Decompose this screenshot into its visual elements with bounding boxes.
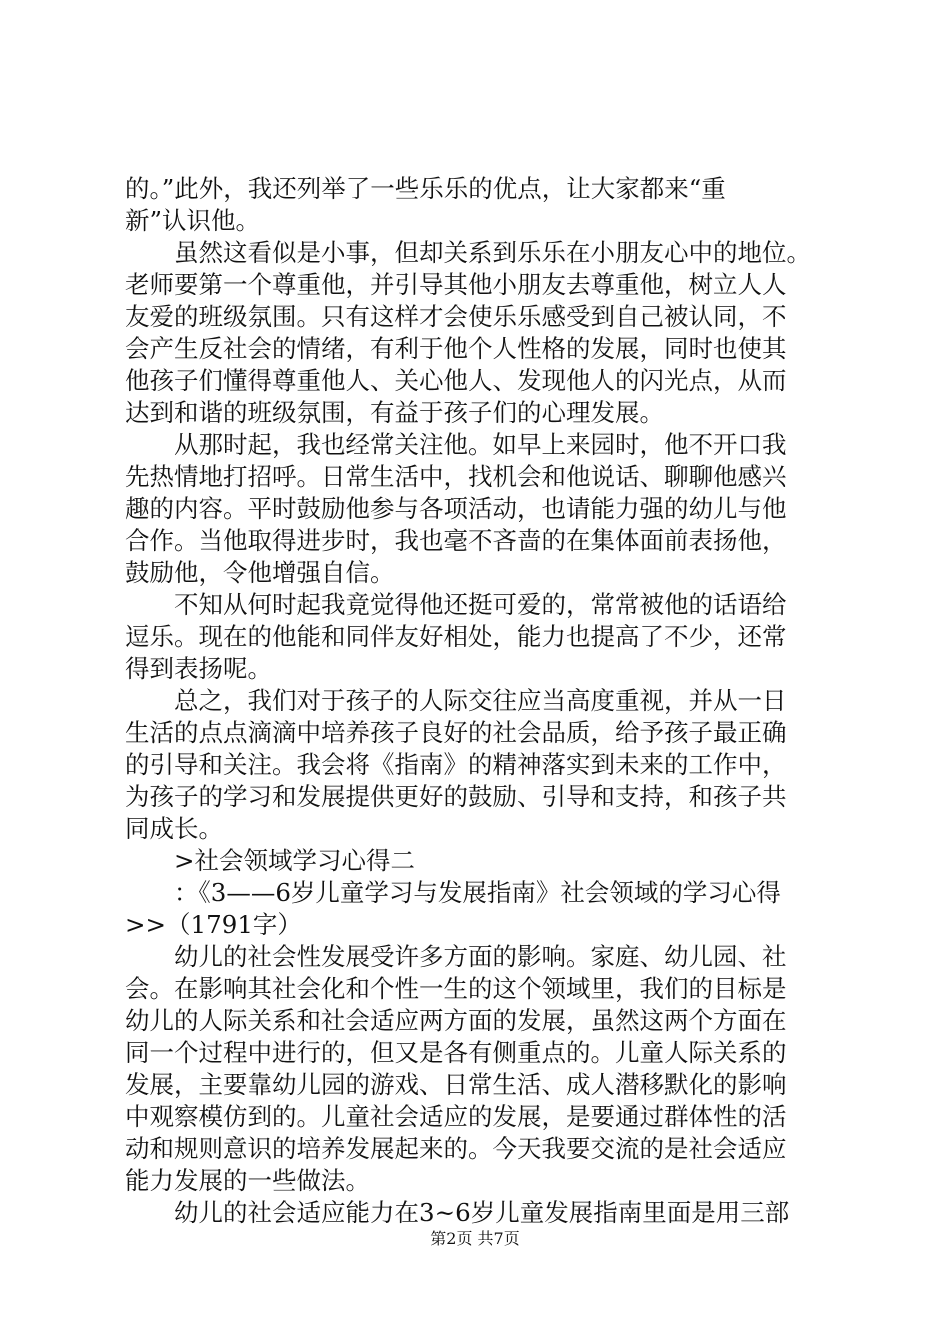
- text-line: 趣的内容。平时鼓励他参与各项活动，也请能力强的幼儿与他: [125, 494, 787, 523]
- text-line: 他孩子们懂得尊重他人、关心他人、发现他人的闪光点，从而: [125, 366, 787, 395]
- text-line: 老师要第一个尊重他，并引导其他小朋友去尊重他，树立人人: [125, 270, 787, 299]
- text-line: 的。”此外，我还列举了一些乐乐的优点，让大家都来“重: [125, 174, 726, 203]
- text-line: 能力发展的一些做法。: [125, 1166, 370, 1195]
- text-line: 从那时起，我也经常关注他。如早上来园时，他不开口我: [174, 430, 787, 459]
- text-line: 鼓励他，令他增强自信。: [125, 558, 395, 587]
- page-number-footer: 第2页 共7页: [430, 1229, 520, 1248]
- section-subheading: >>（1791字）: [125, 910, 302, 939]
- text-line: 会产生反社会的情绪，有利于他个人性格的发展，同时也使其: [125, 334, 787, 363]
- section-subheading: ：《3——6岁儿童学习与发展指南》社会领域的学习心得: [174, 878, 781, 907]
- text-line: 同成长。: [125, 814, 223, 843]
- text-line: 总之，我们对于孩子的人际交往应当高度重视，并从一日: [174, 686, 787, 715]
- text-line: 新”认识他。: [125, 206, 261, 235]
- text-line: 不知从何时起我竟觉得他还挺可爱的，常常被他的话语给: [174, 590, 787, 619]
- text-line: 发展，主要靠幼儿园的游戏、日常生活、成人潜移默化的影响: [125, 1070, 787, 1099]
- text-line: 虽然这看似是小事，但却关系到乐乐在小朋友心中的地位。: [174, 238, 811, 267]
- text-line: 为孩子的学习和发展提供更好的鼓励、引导和支持，和孩子共: [125, 782, 787, 811]
- text-line: 同一个过程中进行的，但又是各有侧重点的。儿童人际关系的: [125, 1038, 787, 1067]
- text-line: 逗乐。现在的他能和同伴友好相处，能力也提高了不少，还常: [125, 622, 787, 651]
- text-line: 得到表扬呢。: [125, 654, 272, 683]
- text-line: 的引导和关注。我会将《指南》的精神落实到未来的工作中，: [125, 750, 787, 779]
- text-line: 会。在影响其社会化和个性一生的这个领域里，我们的目标是: [125, 974, 787, 1003]
- text-line: 友爱的班级氛围。只有这样才会使乐乐感受到自己被认同，不: [125, 302, 787, 331]
- text-line: 先热情地打招呼。日常生活中，找机会和他说话、聊聊他感兴: [125, 462, 787, 491]
- text-line: 生活的点点滴滴中培养孩子良好的社会品质，给予孩子最正确: [125, 718, 787, 747]
- text-line: 幼儿的社会适应能力在3~6岁儿童发展指南里面是用三部: [174, 1198, 790, 1227]
- text-line: 合作。当他取得进步时，我也毫不吝啬的在集体面前表扬他，: [125, 526, 787, 555]
- text-line: 幼儿的人际关系和社会适应两方面的发展，虽然这两个方面在: [125, 1006, 787, 1035]
- text-line: 幼儿的社会性发展受许多方面的影响。家庭、幼儿园、社: [174, 942, 787, 971]
- text-line: 中观察模仿到的。儿童社会适应的发展，是要通过群体性的活: [125, 1102, 787, 1131]
- text-line: 动和规则意识的培养发展起来的。今天我要交流的是社会适应: [125, 1134, 787, 1163]
- text-line: 达到和谐的班级氛围，有益于孩子们的心理发展。: [125, 398, 664, 427]
- section-heading: >社会领域学习心得二: [174, 846, 416, 875]
